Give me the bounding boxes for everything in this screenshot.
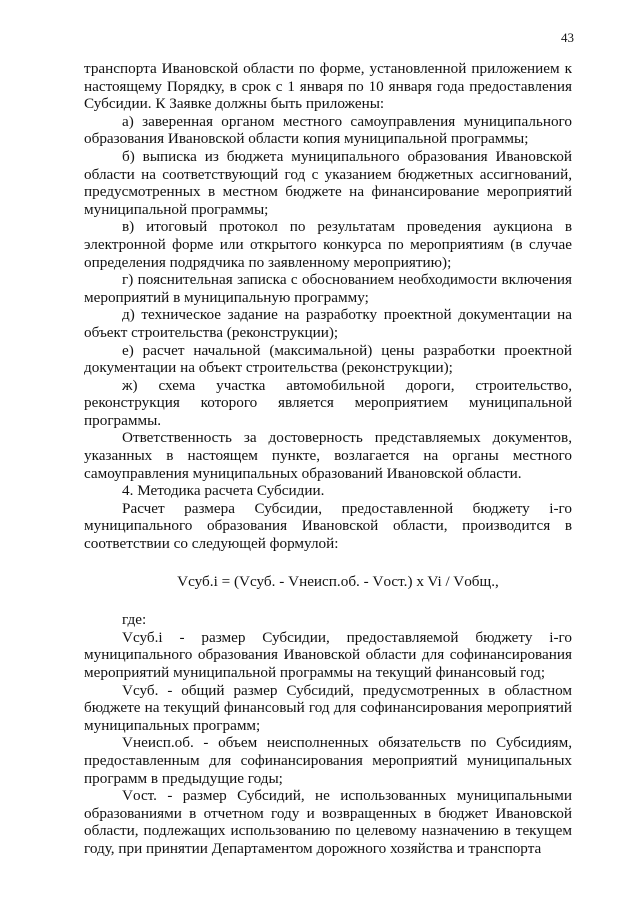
definition-item: Vсуб. - общий размер Субсидий, предусмотренных в областном бюджете на текущий финансовый год для софинансирования мероприятий муниципальных программ;: [84, 681, 572, 734]
document-body: [84, 60, 572, 858]
list-item-v: в) итоговый протокол по результатам проведения аукциона в электронной форме или открытого конкурса по мероприятиям (в случае определения подрядчика по заявленному мероприятию);: [84, 218, 572, 271]
list-item-a: а) заверенная органом местного самоуправления муниципального образования Ивановской области копия муниципальной программы;: [84, 112, 572, 148]
list-item-b: б) выписка из бюджета муниципального образования Ивановской области на соответствующий год с указанием бюджетных ассигнований, предусмотренных в местном бюджете на финансирование мероприятий муниципальной программы;: [84, 147, 572, 218]
paragraph-responsibility: Ответственность за достоверность представляемых документов, указанных в настоящем пункте, возлагается на органы местного самоуправления муниципальных образований Ивановской области.: [84, 429, 572, 482]
definition-item: Vнеисп.об. - объем неисполненных обязательств по Субсидиям, предоставленным для софинансирования мероприятий муниципальных программ в предыдущие годы;: [84, 734, 572, 787]
section-heading: 4. Методика расчета Субсидии.: [122, 482, 325, 500]
page-number: 43: [561, 30, 574, 45]
list-item-d: д) техническое задание на разработку проектной документации на объект строительства (реконструкции);: [84, 306, 572, 341]
formula: Vсуб.i = (Vсуб. - Vнеисп.об. - Vост.) x Vi / Vобщ.,: [177, 572, 499, 590]
list-item-g: г) пояснительная записка с обоснованием необходимости включения мероприятий в муниципальную программу;: [84, 271, 572, 306]
definitions-intro: где:: [122, 611, 147, 629]
definition-item: Vост. - размер Субсидий, не использованных муниципальными образованиями в отчетном году и возвращенных в бюджет Ивановской области, подлежащих использованию по целевому назначению в текущем году, при принятии Департаментом дорожного хозяйства и транспорта: [84, 787, 572, 857]
paragraph-calculation: Расчет размера Субсидии, предоставленной бюджету i-го муниципального образования Ивановской области, производится в соответствии со следующей формулой:: [84, 499, 572, 553]
paragraph: транспорта Ивановской области по форме, установленной приложением к настоящему Порядку, в срок с 1 января по 10 января года предоставления Субсидии. К Заявке должны быть приложены:: [84, 60, 572, 113]
definition-item: Vсуб.i - размер Субсидии, предоставляемой бюджету i-го муниципального образования Ивановской области для софинансирования мероприятий муниципальной программы на текущий финансовый год;: [84, 628, 572, 681]
list-item-e: е) расчет начальной (максимальной) цены разработки проектной документации на объект строительства (реконструкции);: [84, 341, 572, 377]
list-item-zh: ж) схема участка автомобильной дороги, строительство, реконструкция которого является мероприятием муниципальной программы.: [84, 376, 572, 429]
